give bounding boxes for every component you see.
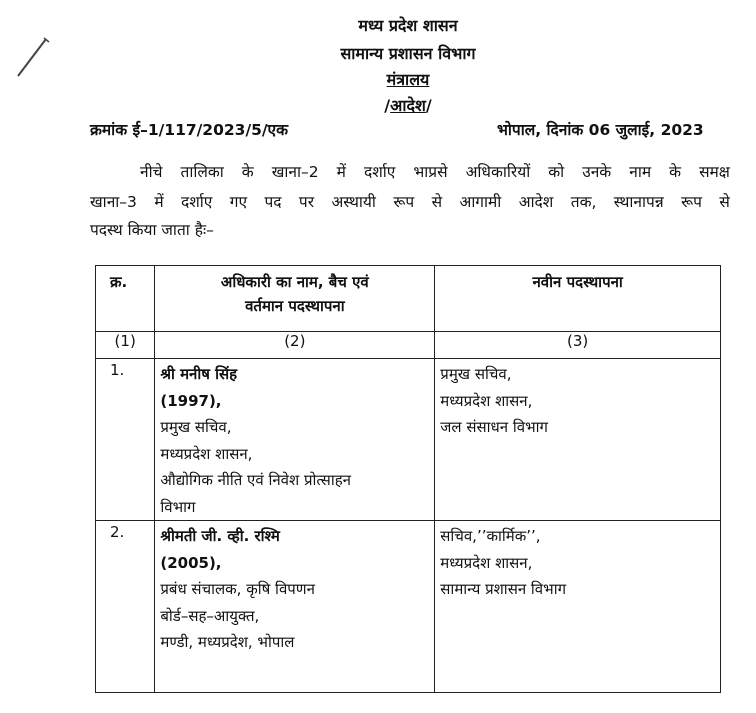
new-posting-line: सचिव,’’कार्मिक’’,	[440, 527, 541, 545]
body-word: खाना–3	[90, 193, 137, 211]
current-posting-line: मध्यप्रदेश शासन,	[160, 444, 253, 463]
body-paragraph-line-1	[140, 160, 730, 182]
body-word: के	[241, 163, 254, 181]
posting-table	[95, 265, 721, 693]
body-word: समक्ष	[699, 163, 730, 181]
body-word: रूप	[681, 193, 702, 211]
body-word: नाम	[629, 163, 652, 181]
row-new-posting	[435, 359, 721, 521]
body-word: दर्शाए	[363, 163, 396, 181]
new-posting-line: सामान्य प्रशासन विभाग	[440, 580, 567, 598]
column-number-row	[96, 332, 721, 359]
row-sno: 2.	[96, 521, 155, 693]
header-sno: क्र.	[96, 266, 155, 332]
row-sno: 1.	[96, 359, 155, 521]
body-word: को	[548, 163, 565, 181]
body-word: तालिका	[180, 163, 224, 181]
body-word: उनके	[582, 163, 612, 181]
order-number: क्रमांक ई–1/117/2023/5/एक	[90, 121, 289, 139]
header-secretariat-text: मंत्रालय	[386, 70, 430, 89]
body-word: गए	[229, 193, 248, 211]
body-word: अधिकारियों	[465, 163, 531, 181]
new-posting-line: जल संसाधन विभाग	[440, 418, 548, 436]
body-word: आदेश	[518, 193, 554, 211]
body-word: से	[719, 193, 730, 211]
header-government: मध्य प्रदेश शासन	[358, 16, 458, 35]
officer-batch: (1997),	[160, 391, 222, 410]
body-word: नीचे	[140, 163, 163, 181]
row-officer-details	[155, 521, 435, 693]
body-word: खाना–2	[271, 163, 319, 181]
column-number-1: (1)	[96, 332, 155, 359]
current-posting-line: औद्योगिक नीति एवं निवेश प्रोत्साहन	[160, 471, 352, 489]
body-word: दर्शाए	[181, 193, 213, 211]
body-word: पर	[298, 193, 315, 211]
officer-name: श्रीमती जी. व्ही. रश्मि	[160, 527, 280, 545]
column-number-3: (3)	[435, 332, 721, 359]
body-paragraph-line-2	[90, 190, 730, 212]
body-word: में	[154, 193, 164, 211]
new-posting-line: प्रमुख सचिव,	[440, 365, 512, 383]
header-new-posting: नवीन पदस्थापना	[435, 266, 721, 332]
body-word: में	[336, 163, 346, 181]
body-word: रूप	[393, 193, 415, 211]
body-word: पद	[264, 193, 282, 211]
table-row	[96, 359, 721, 521]
table-row	[96, 521, 721, 693]
body-word: आगामी	[459, 193, 502, 211]
body-paragraph-line-3: पदस्थ किया जाता हैः–	[90, 221, 214, 239]
header-order-title	[30, 94, 756, 116]
header-officer-line1: अधिकारी का नाम, बैच एवं	[220, 273, 369, 291]
header-secretariat	[30, 68, 756, 90]
body-word: से	[431, 193, 443, 211]
new-posting-line: मध्यप्रदेश शासन,	[440, 553, 533, 572]
header-officer	[155, 266, 435, 332]
current-posting-line: प्रबंध संचालक, कृषि विपणन	[160, 580, 315, 598]
table-header-row	[96, 266, 721, 332]
order-title-suffix: /	[425, 96, 432, 115]
new-posting-line: मध्यप्रदेश शासन,	[440, 391, 533, 410]
column-number-2: (2)	[155, 332, 435, 359]
body-word: भाप्रसे	[413, 163, 448, 181]
officer-name: श्री मनीष सिंह	[160, 365, 238, 383]
order-title-text: आदेश	[390, 96, 426, 115]
current-posting-line: विभाग	[160, 497, 196, 516]
body-word: तक,	[570, 193, 597, 211]
body-word: के	[669, 163, 682, 181]
current-posting-line: प्रमुख सचिव,	[160, 418, 232, 436]
current-posting-line: मण्डी, मध्यप्रदेश, भोपाल	[160, 633, 295, 651]
body-word: स्थानापन्न	[613, 193, 664, 211]
row-officer-details	[155, 359, 435, 521]
body-word: अस्थायी	[331, 193, 376, 211]
header-officer-line2: वर्तमान पदस्थापना	[245, 297, 345, 315]
order-title-prefix: /	[384, 96, 391, 115]
row-new-posting	[435, 521, 721, 693]
place-date: भोपाल, दिनांक 06 जुलाई, 2023	[497, 121, 704, 139]
current-posting-line: बोर्ड–सह–आयुक्त,	[160, 606, 260, 625]
header-department: सामान्य प्रशासन विभाग	[340, 44, 476, 63]
officer-batch: (2005),	[160, 553, 222, 572]
